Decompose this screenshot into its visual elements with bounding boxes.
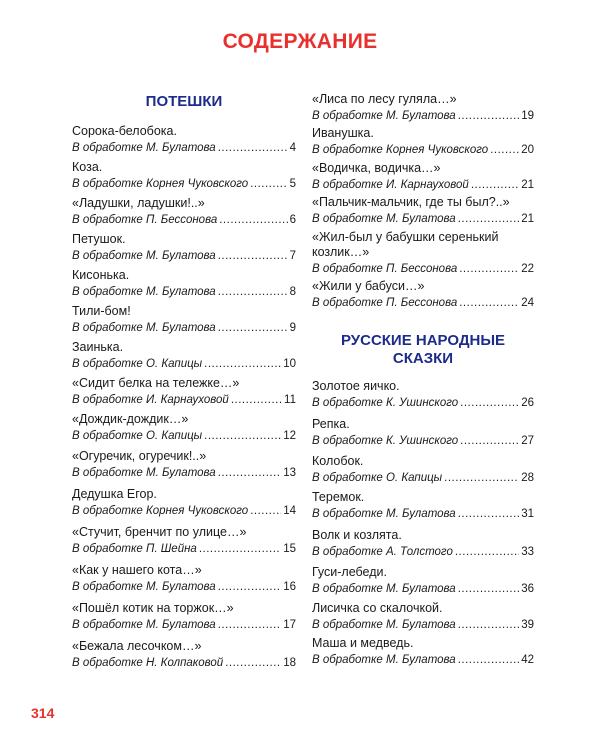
entry-title: Колобок. [312,454,364,468]
entry-author: В обработке М. Булатова [72,142,216,154]
entry-author: В обработке А. Толстого [312,546,453,558]
entry-page: 24 [521,297,534,309]
toc-entry[interactable] [312,417,534,448]
entry-page: 11 [284,394,296,406]
dot-leader [204,429,281,443]
dot-leader [458,109,520,123]
entry-author: В обработке М. Булатова [72,286,216,298]
entry-title: «Жили у бабуси…» [312,279,425,293]
page-number: 314 [31,705,55,721]
entry-page: 33 [521,546,534,558]
entry-author: В обработке М. Булатова [312,583,456,595]
entry-page: 19 [521,110,534,122]
toc-entry[interactable] [72,525,296,556]
entry-page: 6 [289,214,296,226]
dot-leader [199,542,281,556]
entry-title-continuation: козлик…» [312,245,370,259]
entry-author: В обработке П. Бессонова [72,214,218,226]
entry-title: Репка. [312,417,350,431]
toc-entry[interactable] [312,636,534,667]
entry-author: В обработке М. Булатова [312,619,456,631]
entry-title: «Жил-был у бабушки серенький [312,230,499,244]
entry-page: 9 [289,322,296,334]
toc-entry[interactable] [72,268,296,299]
entry-author: В обработке М. Булатова [312,110,456,122]
toc-entry[interactable] [312,565,534,596]
toc-entry[interactable] [72,412,296,443]
dot-leader [455,545,519,559]
toc-entry[interactable] [72,449,296,480]
entry-author: В обработке М. Булатова [72,581,216,593]
entry-title: Гуси-лебеди. [312,565,387,579]
entry-title: «Пошёл котик на торжок…» [72,601,234,615]
toc-entry[interactable] [312,126,534,157]
entry-title: Дедушка Егор. [72,487,157,501]
section-title-line: РУССКИЕ НАРОДНЫЕ [340,332,506,349]
dot-leader [250,504,281,518]
entry-page: 16 [283,581,296,593]
entry-page: 42 [521,654,534,666]
dot-leader [460,434,519,448]
dot-leader [490,143,519,157]
entry-title: Петушок. [72,232,126,246]
entry-page: 36 [521,583,534,595]
dot-leader [219,213,287,227]
toc-entry[interactable] [312,230,534,276]
entry-page: 17 [283,619,296,631]
entry-title: «Огуречик, огуречик!..» [72,449,207,463]
entry-title: Лисичка со скалочкой. [312,601,443,615]
toc-entry[interactable] [72,304,296,335]
toc-entry[interactable] [312,195,534,226]
entry-author: В обработке О. Капицы [312,472,443,484]
toc-entry[interactable] [72,196,296,227]
toc-entry[interactable] [312,379,534,410]
entry-page: 15 [283,543,296,555]
entry-author: В обработке М. Булатова [72,467,216,479]
section-title-line: СКАЗКИ [392,350,454,367]
entry-page: 22 [521,263,534,275]
entry-title: «Лиса по лесу гуляла…» [312,92,457,106]
entry-page: 12 [283,430,296,442]
entry-title: Иванушка. [312,126,374,140]
toc-entry[interactable] [72,563,296,594]
dot-leader [231,393,282,407]
entry-page: 10 [283,358,296,370]
dot-leader [218,321,288,335]
toc-entry[interactable] [312,92,534,123]
entry-title: Маша и медведь. [312,636,414,650]
entry-page: 21 [521,213,534,225]
dot-leader [218,141,288,155]
entry-title: «Бежала лесочком…» [72,639,202,653]
dot-leader [458,582,520,596]
dot-leader [218,285,288,299]
entry-author: В обработке П. Бессонова [312,263,458,275]
entry-author: В обработке М. Булатова [312,213,456,225]
dot-leader [459,262,519,276]
dot-leader [458,653,520,667]
entry-page: 26 [521,397,534,409]
entry-page: 27 [521,435,534,447]
entry-title: «Пальчик-мальчик, где ты был?..» [312,195,510,209]
entry-title: «Как у нашего кота…» [72,563,202,577]
entry-author: В обработке К. Ушинского [312,435,459,447]
entry-title: Тили-бом! [72,304,131,318]
entry-author: В обработке П. Бессонова [312,297,458,309]
entry-page: 20 [521,144,534,156]
entry-page: 28 [521,472,534,484]
entry-page: 18 [283,657,296,669]
entry-title: «Ладушки, ладушки!..» [72,196,205,210]
dot-leader [218,618,282,632]
entry-author: В обработке И. Карнауховой [72,394,229,406]
toc-entry[interactable] [72,601,296,632]
entry-author: В обработке М. Булатова [312,654,456,666]
entry-page: 13 [283,467,296,479]
page-title: СОДЕРЖАНИЕ [222,30,378,53]
toc-entry[interactable] [72,487,296,518]
entry-author: В обработке М. Булатова [312,508,456,520]
entry-title: Сорока-белобока. [72,124,177,138]
dot-leader [458,618,520,632]
toc-entry[interactable] [312,490,534,521]
dot-leader [218,580,282,594]
entry-page: 21 [521,179,534,191]
toc-entry[interactable] [312,279,534,310]
entry-title: «Сидит белка на тележке…» [72,376,240,390]
dot-leader [458,212,520,226]
dot-leader [471,178,519,192]
entry-page: 31 [521,508,534,520]
entry-author: В обработке Корнея Чуковского [72,178,249,190]
entry-title: Кисонька. [72,268,130,282]
entry-page: 5 [289,178,296,190]
dot-leader [225,656,281,670]
entry-author: В обработке Корнея Чуковского [72,505,249,517]
dot-leader [204,357,281,371]
dot-leader [458,507,520,521]
entry-author: В обработке М. Булатова [72,250,216,262]
entry-title: Заинька. [72,340,124,354]
entry-page: 39 [521,619,534,631]
entry-title: «Водичка, водичка…» [312,161,441,175]
dot-leader [218,249,288,263]
toc-entry[interactable] [72,232,296,263]
entry-author: В обработке М. Булатова [72,619,216,631]
entry-author: В обработке Корнея Чуковского [312,144,489,156]
entry-author: В обработке П. Шейна [72,543,197,555]
toc-entry[interactable] [72,376,296,407]
section-title-poteshki: ПОТЕШКИ [145,93,223,110]
entry-page: 7 [289,250,296,262]
entry-author: В обработке К. Ушинского [312,397,459,409]
dot-leader [218,466,282,480]
entry-title: Теремок. [312,490,365,504]
toc-entry[interactable] [72,160,296,191]
entry-author: В обработке О. Капицы [72,430,203,442]
entry-author: В обработке Н. Колпаковой [72,657,224,669]
dot-leader [444,471,519,485]
dot-leader [459,296,519,310]
entry-page: 8 [289,286,296,298]
toc-entry[interactable] [312,454,534,485]
entry-title: Золотое яичко. [312,379,400,393]
section-title-skazki [312,332,534,368]
toc-entry[interactable] [72,340,296,371]
entry-title: Коза. [72,160,103,174]
toc-entry[interactable] [72,124,296,155]
dot-leader [460,396,519,410]
entry-title: Волк и козлята. [312,528,402,542]
dot-leader [250,177,287,191]
toc-entry[interactable] [312,528,534,559]
toc-entry[interactable] [72,639,296,670]
toc-entry[interactable] [312,601,534,632]
entry-author: В обработке О. Капицы [72,358,203,370]
entry-title: «Стучит, бренчит по улице…» [72,525,247,539]
entry-author: В обработке М. Булатова [72,322,216,334]
entry-title: «Дождик-дождик…» [72,412,189,426]
entry-page: 4 [289,142,296,154]
entry-page: 14 [283,505,296,517]
entry-author: В обработке И. Карнауховой [312,179,469,191]
toc-entry[interactable] [312,161,534,192]
